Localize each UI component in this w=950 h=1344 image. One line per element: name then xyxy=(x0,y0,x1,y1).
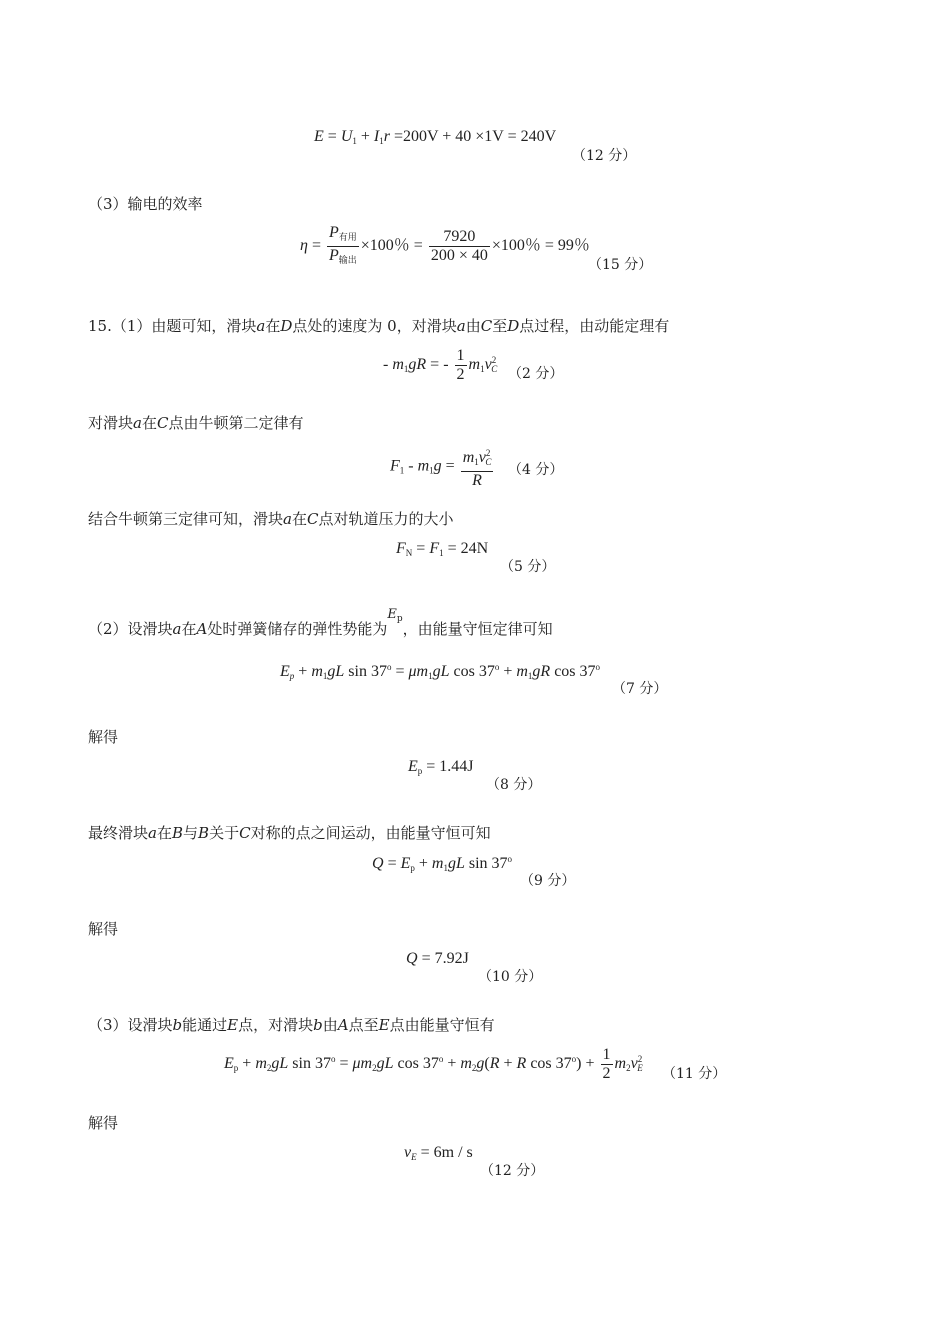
score-15: （15 分） xyxy=(588,257,653,273)
efficiency-fraction-2: $\frac{7920}{200 \times 40}$ xyxy=(430,228,488,264)
solve-label-1: 解得 xyxy=(88,728,119,746)
efficiency-fraction-1: $\frac{P_{有用}}{P_{输出}}$ xyxy=(328,224,357,265)
equation-newton2: $F_1 - m_1g$ = $\frac{m_1v^2_C}{R}$ xyxy=(390,444,495,490)
score-7: （7 分） xyxy=(612,681,668,697)
newton2-line: 对滑块a在C点由牛顿第二定律有 xyxy=(88,414,304,432)
equation-efficiency: η = $\frac{P_{有用}}{P_{输出}}$ ×100％ = $\frac{7920}{200 \times 40}$ ×100％ = 99％ xyxy=(300,224,590,269)
solve-label-3: 解得 xyxy=(88,1114,119,1132)
part3-efficiency-heading: （3）输电的效率 xyxy=(88,195,203,213)
equation-ve-result: $v_E = 6m / s$ xyxy=(404,1144,473,1162)
score-12a: （12 分） xyxy=(572,148,637,164)
final-motion-line: 最终滑块a在B与B关于C对称的点之间运动，由能量守恒可知 xyxy=(88,824,491,842)
equation-emf: $E = U_1 + I_1r =200V + 40 \times 1V = 240V$ xyxy=(314,128,557,146)
score-10: （10 分） xyxy=(478,969,543,985)
part2-line: （2）设滑块a在A处时弹簧储存的弹性势能为$E_p$，由能量守恒定律可知 xyxy=(88,607,553,638)
equation-q-result: Q = 7.92J xyxy=(406,950,469,967)
score-4: （4 分） xyxy=(508,462,564,478)
solve-label-2: 解得 xyxy=(88,920,119,938)
newton3-line: 结合牛顿第三定律可知，滑块a在C点对轨道压力的大小 xyxy=(88,510,454,528)
equation-energy-conservation-2: $E_p + m_2gL$ $\sin 37^o = \mu m_2gL$ $\cos 37^o + m_2g(R + R$ $\cos 37^o$) + $\frac{1}{2}$ $m_2v^2_E$ xyxy=(224,1046,643,1082)
q15-part1-line: 15.（1）由题可知，滑块a在D点处的速度为 0，对滑块a由C至D点过程，由动能定理有 xyxy=(88,317,670,335)
part3b-line: （3）设滑块b能通过E点，对滑块b由A点至E点由能量守恒有 xyxy=(88,1016,495,1034)
emf-values: =200V + 40 ×1V = 240V xyxy=(393,128,557,145)
score-9: （9 分） xyxy=(520,873,576,889)
score-5: （5 分） xyxy=(500,559,556,575)
score-12b: （12 分） xyxy=(480,1163,545,1179)
score-2: （2 分） xyxy=(508,366,564,382)
score-11: （11 分） xyxy=(662,1066,727,1082)
equation-normal-force: $F_N = F_1 = 24N$ xyxy=(396,540,489,558)
equation-heat: $Q = E_p + m_1gL$ sin 37$^o$ xyxy=(372,854,513,873)
equation-kinetic-energy: - $m_1gR$ = - $\frac{1}{2}$ $m_1v^2_C$ xyxy=(383,347,498,383)
score-8: （8 分） xyxy=(486,777,542,793)
equation-energy-conservation-1: $E_p + m_1gL$ $\sin 37^o = \mu m_1gL$ $\cos 37^o + m_1gR$ cos 37$^o$ xyxy=(280,662,601,681)
equation-ep-result: $E_p = 1.44J$ xyxy=(408,758,474,776)
